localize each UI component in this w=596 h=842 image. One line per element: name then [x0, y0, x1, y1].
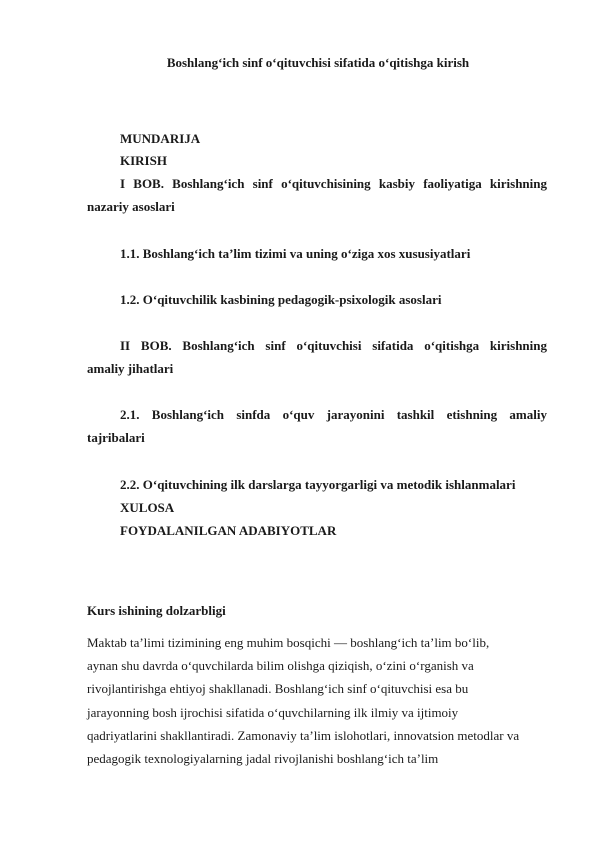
- toc-item-chapter2-line1: II BOB. Boshlang‘ich sinf o‘qituvchisi sifatida o‘qitishga kirishning: [120, 338, 547, 353]
- paragraph-line: qadriyatlarini shakllantiradi. Zamonaviy ta’lim islohotlari, innovatsion metodlar va: [87, 727, 520, 743]
- toc-item-section-1-1: 1.1. Boshlang‘ich ta’lim tizimi va uning o‘ziga xos xususiyatlari: [120, 246, 471, 261]
- paragraph-line: rivojlantirishga ehtiyoj shakllanadi. Boshlang‘ich sinf o‘qituvchisi esa bu: [87, 681, 469, 697]
- toc-item-chapter2-line2: amaliy jihatlari: [87, 361, 174, 376]
- toc-item-conclusion: XULOSA: [120, 500, 175, 515]
- paragraph-line: aynan shu davrda o‘quvchilarda bilim olishga qiziqish, o‘zini o‘rganish va: [87, 658, 474, 674]
- toc-heading: MUNDARIJA: [120, 131, 201, 146]
- toc-item-references: FOYDALANILGAN ADABIYOTLAR: [120, 523, 337, 538]
- toc-item-section-2-1-line1: 2.1. Boshlang‘ich sinfda o‘quv jarayonini tashkil etishning amaliy: [120, 407, 547, 422]
- relevance-heading: Kurs ishining dolzarbligi: [87, 603, 226, 618]
- toc-item-section-2-2: 2.2. O‘qituvchining ilk darslarga tayyorgarligi va metodik ishlanmalari: [120, 477, 516, 492]
- toc-item-intro: KIRISH: [120, 153, 167, 168]
- toc-item-chapter1-line2: nazariy asoslari: [87, 199, 175, 214]
- paragraph-line: jarayonning bosh ijrochisi sifatida o‘quvchilarning ilk ilmiy va ijtimoiy: [87, 704, 459, 720]
- toc-item-section-2-1-line2: tajribalari: [87, 430, 145, 445]
- toc-item-chapter1-line1: I BOB. Boshlang‘ich sinf o‘qituvchisining kasbiy faoliyatiga kirishning: [120, 176, 547, 191]
- paragraph-line: Maktab ta’limi tizimining eng muhim bosqichi — boshlang‘ich ta’lim bo‘lib,: [87, 635, 490, 650]
- relevance-paragraph: [87, 631, 557, 770]
- paragraph-line: pedagogik texnologiyalarning jadal rivojlanishi boshlang‘ich ta’lim: [87, 751, 439, 767]
- document-title: Boshlang‘ich sinf o‘qituvchisi sifatida o‘qitishga kirish: [166, 55, 470, 70]
- toc-item-section-1-2: 1.2. O‘qituvchilik kasbining pedagogik-psixologik asoslari: [120, 292, 442, 307]
